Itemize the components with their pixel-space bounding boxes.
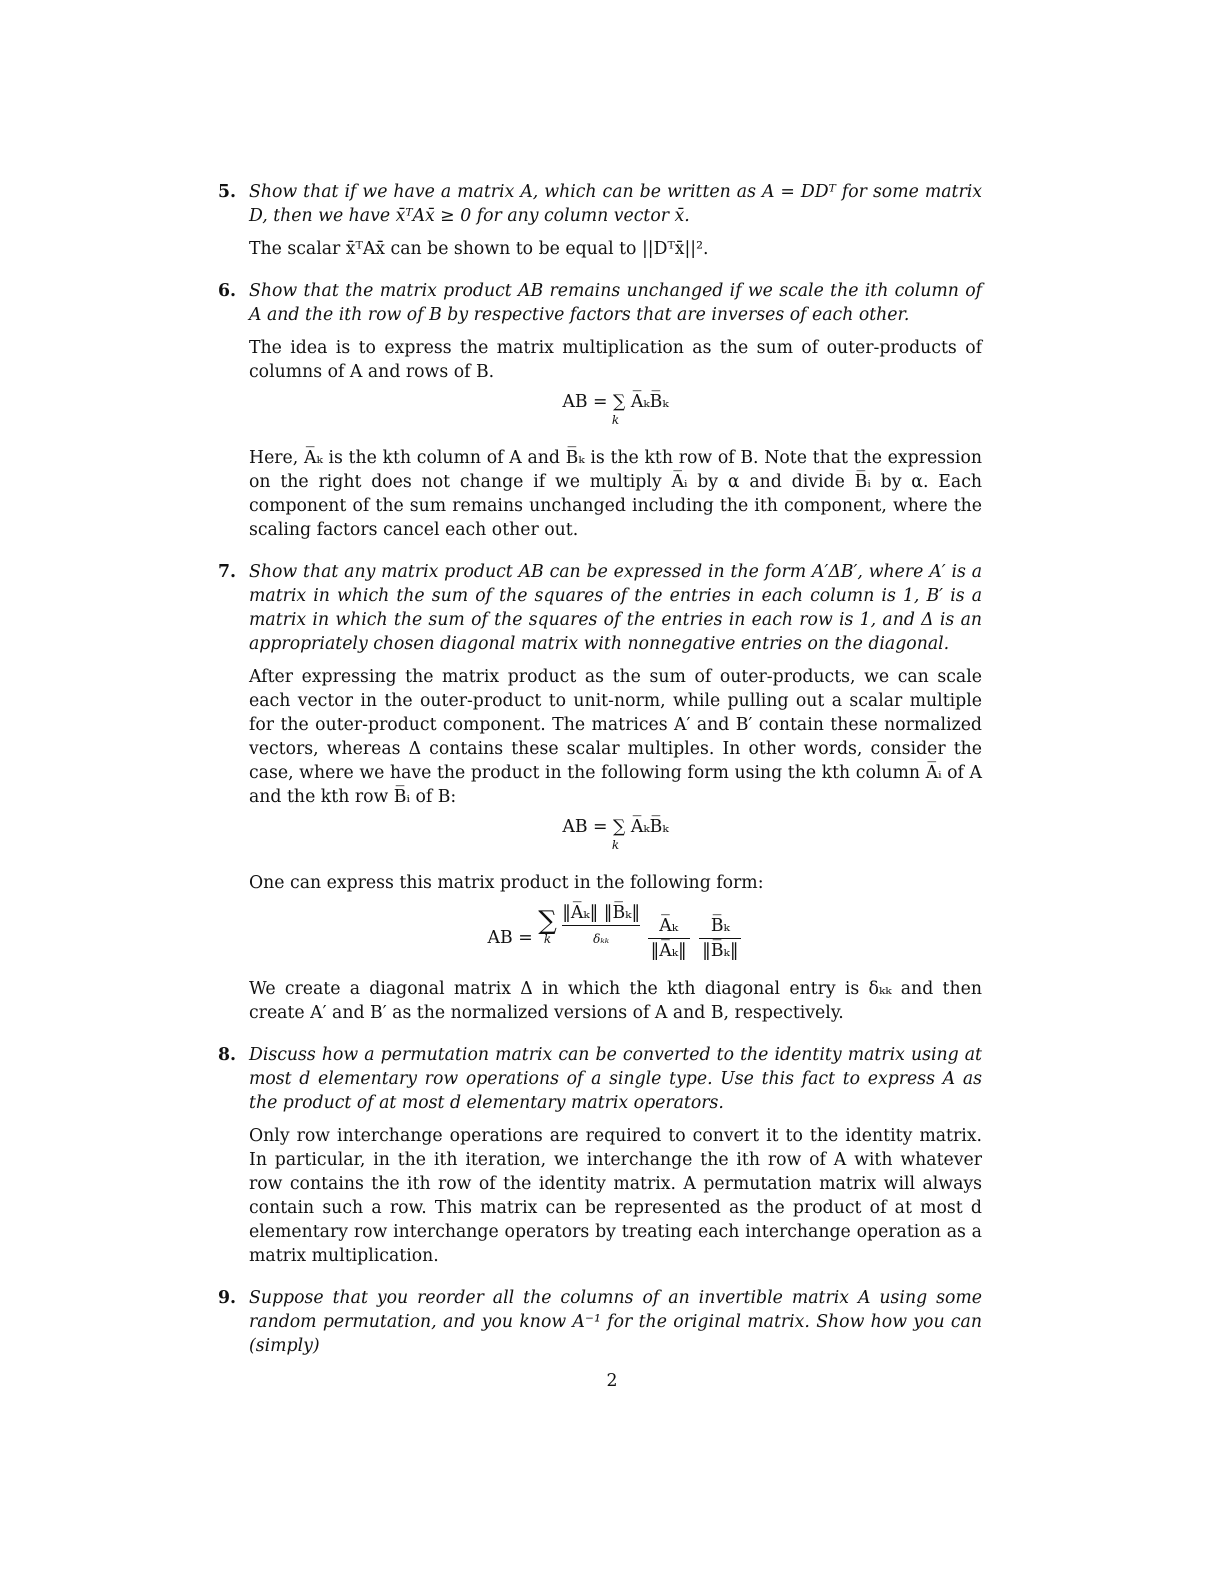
sum-symbol: ∑ <box>538 906 557 936</box>
problem-question: Discuss how a permutation matrix can be converted to the identity matrix using at most d elementary row operations of a single type. Use this fact to express A as the product of at most d elementary matrix operators. <box>249 1045 982 1113</box>
problem-question: Suppose that you reorder all the columns of an invertible matrix A using some random permutation, and you know A⁻¹ for the original matrix. Show how you can (simply) <box>249 1288 982 1356</box>
equation-normalized <box>249 901 982 963</box>
problem-number: 6. <box>218 281 237 301</box>
problem-answer: Only row interchange operations are required to convert it to the identity matrix. In particular, in the ith iteration, we interchange the ith row of A with whatever row contains the ith row of the identity matrix. A permutation matrix will always contain such a row. This matrix can be represented as the product of at most d elementary row interchange operators by treating each interchange operation as a matrix multiplication. <box>249 1126 982 1266</box>
fraction-a <box>648 914 690 963</box>
page-content <box>218 180 982 1376</box>
problem-8 <box>218 1043 982 1268</box>
fraction-b-denominator: ‖B̅ₖ‖ <box>702 941 739 961</box>
norm-product: ‖A̅ₖ‖ ‖B̅ₖ‖ <box>562 903 640 926</box>
sum-index: k <box>611 838 620 852</box>
equation <box>249 815 982 857</box>
problem-question: Show that any matrix product AB can be expressed in the form A′ΔB′, where A′ is a matrix in which the sum of the squares of the entries in each column is 1, B′ is a matrix in which the sum of the squares of the entries in each row is 1, and Δ is an appropriately chosen diagonal matrix with nonnegative entries on the diagonal. <box>249 562 982 654</box>
problem-answer: The scalar x̄ᵀAx̄ can be shown to be equal to ||Dᵀx̄||². <box>249 239 709 259</box>
page-number: 2 <box>606 1371 618 1391</box>
problem-number: 8. <box>218 1045 237 1065</box>
problem-question: Show that if we have a matrix A, which can be written as A = DDᵀ for some matrix D, then we have x̄ᵀAx̄ ≥ 0 for any column vector x̄. <box>249 182 982 226</box>
problem-number: 7. <box>218 562 237 582</box>
problem-7 <box>218 560 982 1025</box>
problem-answer-continued: Here, A̅ₖ is the kth column of A and B̅ₖ is the kth row of B. Note that the expression on the right does not change if we multiply A̅ᵢ by α and divide B̅ᵢ by α. Each component of the sum remains unchanged including the ith component, where the scaling factors cancel each other out. <box>249 448 982 540</box>
fraction-b-numerator: B̅ₖ <box>699 914 741 939</box>
fraction-a-denominator: ‖A̅ₖ‖ <box>650 941 687 961</box>
problem-answer: The idea is to express the matrix multiplication as the sum of outer-products of columns of A and rows of B. <box>249 338 982 382</box>
problem-number: 5. <box>218 182 237 202</box>
problem-question: Show that the matrix product AB remains unchanged if we scale the ith column of A and the ith row of B by respective factors that are inverses of each other. <box>249 281 982 325</box>
sum-index: k <box>543 932 552 946</box>
underbrace-label: δₖₖ <box>593 932 610 946</box>
middle-text: One can express this matrix product in the following form: <box>249 873 764 893</box>
problem-5 <box>218 180 982 261</box>
problem-answer-continued: We create a diagonal matrix Δ in which the kth diagonal entry is δₖₖ and then create A′ and B′ as the normalized versions of A and B, respectively. <box>249 979 982 1023</box>
equation-text: AB = ∑ A̅ₖB̅ₖ <box>562 392 669 412</box>
problem-answer: After expressing the matrix product as the sum of outer-products, we can scale each vector in the outer-product to unit-norm, while pulling out a scalar multiple for the outer-product component. The matrices A′ and B′ contain these normalized vectors, whereas Δ contains these scalar multiples. In other words, consider the case, where we have the product in the following form using the kth column A̅ᵢ of A and the kth row B̅ᵢ of B: <box>249 667 982 807</box>
sum-index: k <box>611 413 620 427</box>
fraction-a-numerator: A̅ₖ <box>648 914 690 939</box>
problem-number: 9. <box>218 1288 237 1308</box>
problem-9 <box>218 1286 982 1358</box>
fraction-b <box>699 914 741 963</box>
equation <box>249 390 982 432</box>
equation-text: AB = ∑ A̅ₖB̅ₖ <box>562 817 669 837</box>
problem-6 <box>218 279 982 542</box>
equation-lhs: AB = <box>487 928 533 948</box>
